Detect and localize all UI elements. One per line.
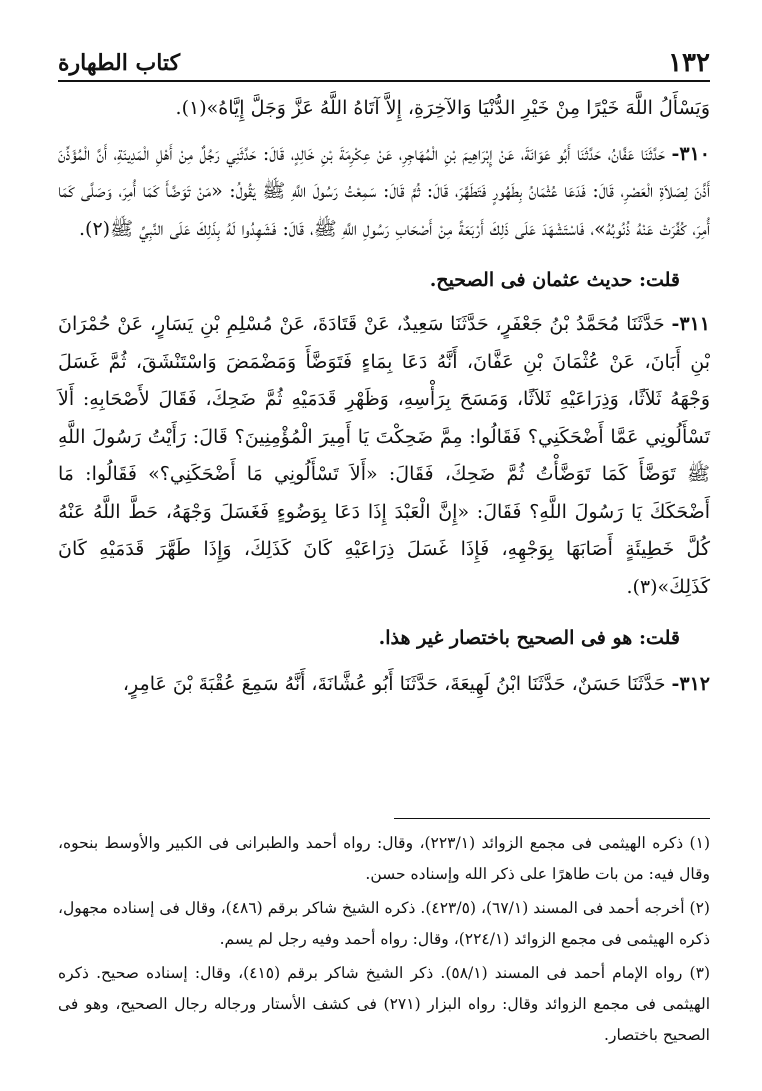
intro-paragraph: وَيَسْأَلُ اللَّهَ خَيْرًا مِنْ خَيْرِ الدُّنْيَا وَالآخِرَةِ، إِلاَّ آتَاهُ اللَّهُ عَزَّ وَجَلَّ إِيَّاهُ»(١). [175, 97, 710, 119]
footnotes [58, 828, 710, 1054]
hadith-number: ٣١٠- [671, 142, 710, 165]
commentary-label: قلت: [638, 627, 680, 649]
commentary-note [58, 262, 710, 298]
footnote-separator [394, 818, 710, 819]
hadith-text: حَدَّثَنَا عَفَّانُ، حَدَّثَنَا أَبُو عَوَانَةَ، عَنْ إِبْرَاهِيمَ بْنِ الْمُهَاجِرِ، عَنْ عِكْرِمَةَ بْنِ خَالِدٍ، قَالَ: حَدَّثَنِي رَجُلٌ مِنْ أَهْلِ الْمَدِينَةِ، أَنَّ الْمُؤَذِّنَ أَذَّنَ لِصَلاَةِ الْعَصْرِ، قَالَ: فَدَعَا عُثْمَانُ بِطَهُورٍ فَتَطَهَّرَ، قَالَ: ثُمَّ قَالَ: سَمِعْتُ رَسُولَ اللَّهِ ﷺ يَقُولُ: «مَنْ تَوَضَّأَ كَمَا أُمِرَ، وَصَلَّى كَمَا أُمِرَ، كُفِّرَتْ عَنْهُ ذُنُوبُهُ»، فَاسْتَشْهَدَ عَلَى ذَلِكَ أَرْبَعَةً مِنْ أَصْحَابِ رَسُولِ اللَّهِ ﷺ، قَالَ: فَشَهِدُوا لَهُ بِذَلِكَ عَلَى النَّبِيِّ ﷺ(٢). [58, 142, 710, 240]
commentary-text: هو فى الصحيح باختصار غير هذا. [378, 627, 639, 649]
page-number: ١٣٢ [668, 48, 710, 78]
book-title: كتاب الطهارة [58, 50, 181, 76]
footnote: (٢) أخرجه أحمد فى المسند (٦٧/١)، (٤٢٣/٥). ذكره الشيخ شاكر برقم (٤٨٦)، وقال فى إسناده مجهول، ذكره الهيثمى فى مجمع الزوائد (٢٢٤/١)، وقال: رواه أحمد وفيه رجل لم يسم. [58, 899, 710, 948]
page-header [58, 38, 710, 82]
hadith-312 [58, 666, 710, 704]
hadith-text: حَدَّثَنَا مُحَمَّدُ بْنُ جَعْفَرٍ، حَدَّثَنَا سَعِيدٌ، عَنْ قَتَادَةَ، عَنْ مُسْلِمِ بْنِ يَسَارٍ، عَنْ حُمْرَانَ بْنِ أَبَانَ، عَنْ عُثْمَانَ بْنِ عَفَّانَ، أَنَّهُ دَعَا بِمَاءٍ فَتَوَضَّأَ وَمَضْمَضَ وَاسْتَنْشَقَ، ثُمَّ غَسَلَ وَجْهَهُ ثَلاَثًا، وَذِرَاعَيْهِ ثَلاَثًا، وَمَسَحَ بِرَأْسِهِ، وَظَهْرِ قَدَمَيْهِ ثُمَّ ضَحِكَ، فَقَالَ لأَصْحَابِهِ: أَلاَ تَسْأَلُونِي عَمَّا أَضْحَكَنِي؟ فَقَالُوا: مِمَّ ضَحِكْتَ يَا أَمِيرَ الْمُؤْمِنِينَ؟ قَالَ: رَأَيْتُ رَسُولَ اللَّهِ ﷺ تَوَضَّأَ كَمَا تَوَضَّأْتُ ثُمَّ ضَحِكَ، فَقَالَ: «أَلاَ تَسْأَلُونِي مَا أَضْحَكَنِي؟» فَقَالُوا: مَا أَضْحَكَكَ يَا رَسُولَ اللَّهِ؟ فَقَالَ: «إِنَّ الْعَبْدَ إِذَا دَعَا بِوَضُوءٍ فَغَسَلَ وَجْهَهُ، حَطَّ اللَّهُ عَنْهُ كُلَّ خَطِيئَةٍ أَصَابَهَا بِوَجْهِهِ، فَإِذَا غَسَلَ ذِرَاعَيْهِ كَانَ كَذَلِكَ، وَإِذَا طَهَّرَ قَدَمَيْهِ كَانَ كَذَلِكَ»(٣). [58, 313, 710, 598]
main-text [58, 90, 710, 704]
hadith-310 [58, 136, 710, 249]
hadith-311 [58, 306, 710, 606]
footnote: (٣) رواه الإمام أحمد فى المسند (٥٨/١). ذكر الشيخ شاكر برقم (٤١٥)، وقال: إسناده صحيح. ذكره الهيثمى فى مجمع الزوائد وقال: رواه البزار (٢٧١) فى كشف الأستار ورجاله رجال الصحيح، وهو فى الصحيح باختصار. [58, 964, 710, 1044]
commentary-text: حديث عثمان فى الصحيح. [429, 269, 639, 291]
commentary-note [58, 620, 710, 656]
hadith-number: ٣١١- [671, 313, 710, 335]
commentary-label: قلت: [638, 269, 680, 291]
hadith-number: ٣١٢- [671, 673, 710, 695]
hadith-text: حَدَّثَنَا حَسَنٌ، حَدَّثَنَا ابْنُ لَهِيعَةَ، حَدَّثَنَا أَبُو عُشَّانَةَ، أَنَّهُ سَمِعَ عُقْبَةَ بْنَ عَامِرٍ، [122, 673, 672, 695]
footnote: (١) ذكره الهيثمى فى مجمع الزوائد (٢٢٣/١)، وقال: رواه أحمد والطبرانى فى الكبير والأوسط بنحوه، وقال فيه: من بات طاهرًا على ذكر الله وإسناده حسن. [58, 834, 710, 883]
